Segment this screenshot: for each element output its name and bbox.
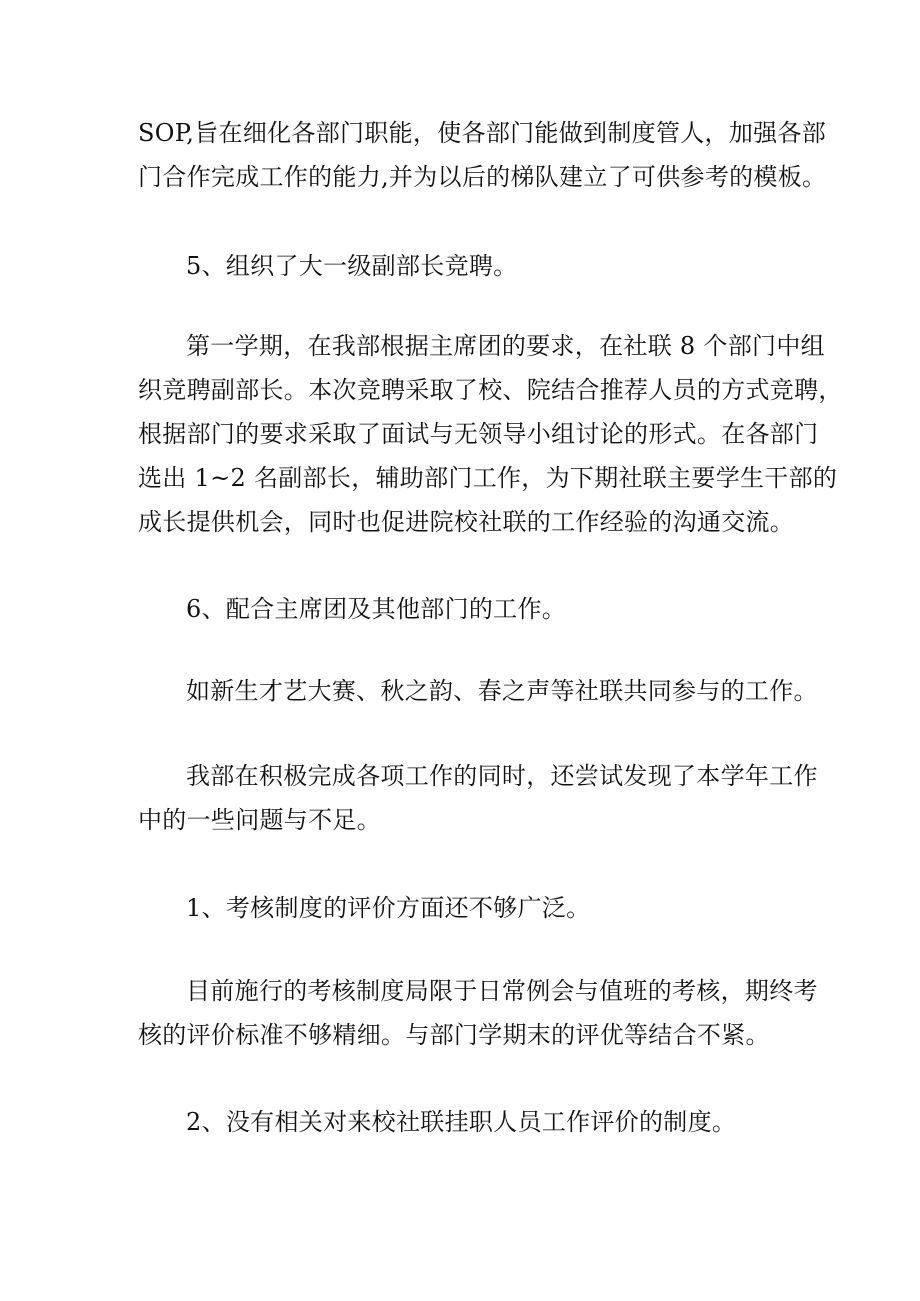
heading-line: 5、组织了大一级副部长竞聘。 bbox=[186, 252, 518, 280]
paragraph-line: 门合作完成工作的能力,并为以后的梯队建立了可供参考的模板。 bbox=[138, 163, 827, 191]
heading-line: 2、没有相关对来校社联挂职人员工作评价的制度。 bbox=[186, 1108, 737, 1136]
paragraph-line: 核的评价标准不够精细。与部门学期末的评优等结合不紧。 bbox=[138, 1021, 770, 1049]
paragraph-line: 我部在积极完成各项工作的同时，还尝试发现了本学年工作 bbox=[186, 762, 818, 790]
paragraph-line: 如新生才艺大赛、秋之韵、春之声等社联共同参与的工作。 bbox=[186, 677, 818, 705]
heading-line: 6、配合主席团及其他部门的工作。 bbox=[186, 595, 567, 623]
paragraph-line: 目前施行的考核制度局限于日常例会与值班的考核，期终考 bbox=[186, 977, 818, 1005]
heading-line: 1、考核制度的评价方面还不够广泛。 bbox=[186, 894, 591, 922]
paragraph-line: SOP,旨在细化各部门职能，使各部门能做到制度管人，加强各部 bbox=[138, 119, 827, 147]
paragraph-line: 成长提供机会，同时也促进院校社联的工作经验的沟通交流。 bbox=[138, 508, 795, 536]
paragraph-line: 第一学期，在我部根据主席团的要求，在社联 8 个部门中组 bbox=[186, 332, 825, 360]
paragraph-line: 根据部门的要求采取了面试与无领导小组讨论的形式。在各部门 bbox=[138, 420, 819, 448]
paragraph-line: 选出 1~2 名副部长，辅助部门工作，为下期社联主要学生干部的 bbox=[138, 464, 838, 492]
paragraph-line: 织竞聘副部长。本次竞聘采取了校、院结合推荐人员的方式竞聘， bbox=[138, 376, 843, 404]
paragraph-line: 中的一些问题与不足。 bbox=[138, 806, 381, 834]
